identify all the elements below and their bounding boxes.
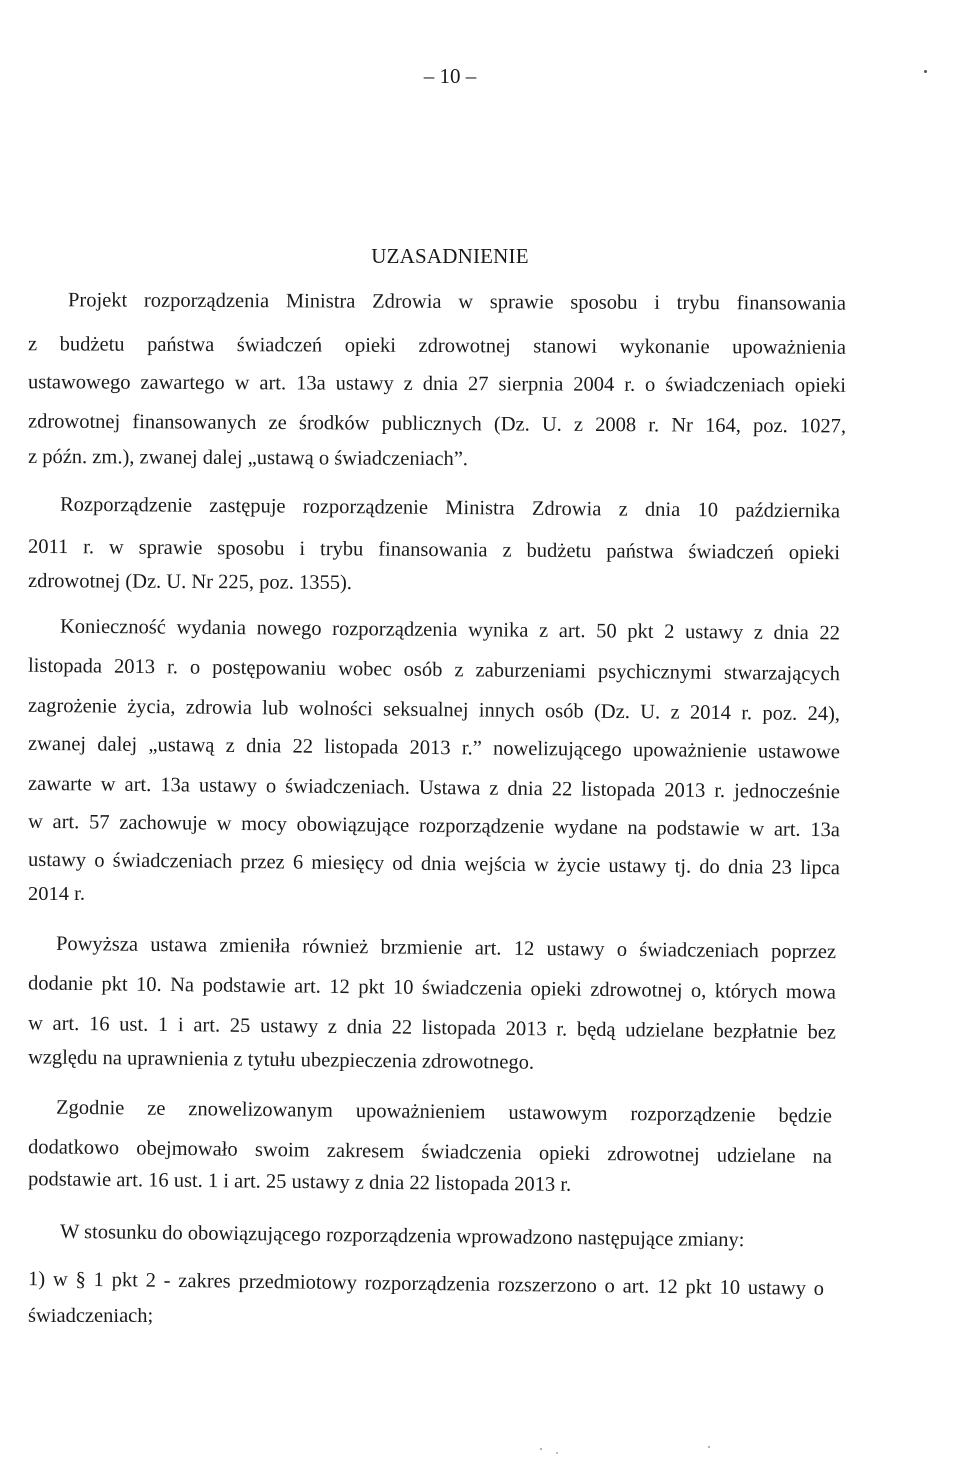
scan-speck [924,70,927,73]
scan-speck [708,1446,710,1448]
text-line: podstawie art. 16 ust. 1 i art. 25 ustawy z dnia 22 listopada 2013 r. [27,1168,572,1196]
text-line: Konieczność wydania nowego rozporządzenia wynika z art. 50 pkt 2 ustawy z dnia 22 [59,615,841,645]
text-line: zdrowotnej finansowanych ze środków publicznych (Dz. U. z 2008 r. Nr 164, poz. 1027, [27,410,847,438]
text-line: zdrowotnej (Dz. U. Nr 225, poz. 1355). [27,570,353,594]
text-line: dodatkowo obejmowało swoim zakresem świadczenia opieki zdrowotnej udzielane na [27,1136,833,1168]
text-line: ustawy o świadczeniach przez 6 miesięcy od dnia wejścia w życie ustawy tj. do dnia 23 lipca [27,848,841,880]
scan-speck [540,1448,542,1450]
text-line: Rozporządzenie zastępuje rozporządzenie Ministra Zdrowia z dnia 10 października [59,493,841,523]
text-line: W stosunku do obowiązującego rozporządzenia wprowadzono następujące zmiany: [59,1220,745,1252]
text-line: zagrożenie życia, zdrowia lub wolności seksualnej innych osób (Dz. U. z 2014 r. poz. 24), [27,694,841,726]
text-line: względu na uprawnienia z tytułu ubezpieczenia zdrowotnego. [27,1046,535,1074]
text-line: Powyższa ustawa zmieniła również brzmienie art. 12 ustawy o świadczeniach poprzez [55,932,837,964]
text-line: 1) w § 1 pkt 2 - zakres przedmiotowy rozporządzenia rozszerzono o art. 12 pkt 10 ustawy o [27,1268,825,1300]
text-line: Projekt rozporządzenia Ministra Zdrowia w sprawie sposobu i trybu finansowania [67,289,847,315]
scan-speck [556,1452,558,1454]
text-line: ustawowego zawartego w art. 13a ustawy z dnia 27 sierpnia 2004 r. o świadczeniach opieki [27,371,847,397]
text-line: dodanie pkt 10. Na podstawie art. 12 pkt 10 świadczenia opieki zdrowotnej o, których mowa [27,972,837,1004]
text-line: z budżetu państwa świadczeń opieki zdrowotnej stanowi wykonanie upoważnienia [27,333,847,359]
text-line: z późn. zm.), zwanej dalej „ustawą o świadczeniach”. [27,445,469,471]
text-line: Zgodnie ze znowelizowanym upoważnieniem ustawowym rozporządzenie będzie [55,1096,833,1128]
text-line: świadczeniach; [28,1305,154,1327]
text-line: 2014 r. [28,883,85,905]
text-line: w art. 16 ust. 1 i art. 25 ustawy z dnia 22 listopada 2013 r. będą udzielane bezpłatnie bez [27,1012,837,1044]
text-line: zwanej dalej „ustawą z dnia 22 listopada 2013 r.” nowelizującego upoważnienie ustawowe [27,732,841,764]
text-line: w art. 57 zachowuje w mocy obowiązujące rozporządzenie wydane na podstawie w art. 13a [27,810,841,842]
text-line: zawarte w art. 13a ustawy o świadczeniach. Ustawa z dnia 22 listopada 2013 r. jednocześnie [27,772,841,804]
text-line: listopada 2013 r. o postępowaniu wobec osób z zaburzeniami psychicznymi stwarzających [27,654,841,686]
text-line: 2011 r. w sprawie sposobu i trybu finansowania z budżetu państwa świadczeń opieki [27,535,841,565]
document-heading: UZASADNIENIE [371,244,529,268]
page-number: – 10 – [423,64,477,88]
